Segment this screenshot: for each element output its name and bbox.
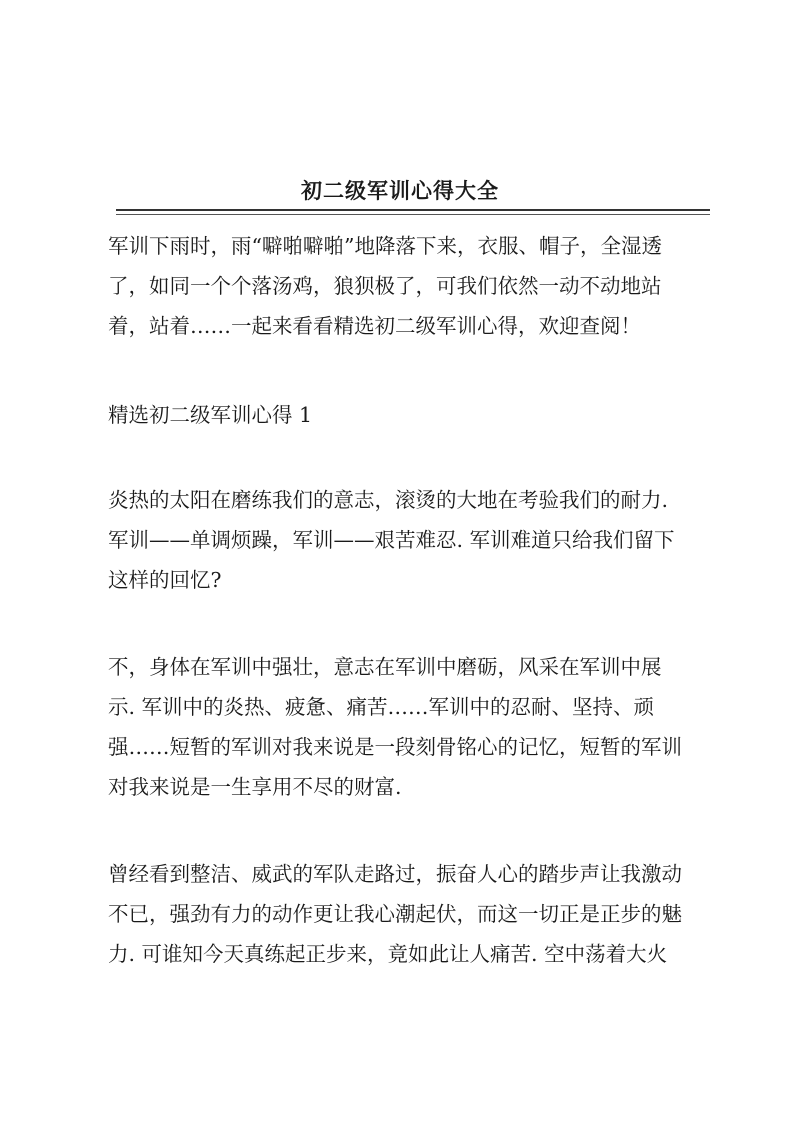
text-line: 曾经看到整洁、威武的军队走路过，振奋人心的踏步声让我激动 [108,862,682,886]
title-divider [116,209,710,211]
text-line: 这样的回忆? [108,568,222,592]
body-paragraph-3 [108,854,714,974]
body-paragraph-1 [108,480,714,600]
text-line: 不，身体在军训中强壮，意志在军训中磨砺，风采在军训中展 [108,655,662,679]
section-heading: 精选初二级军训心得 1 [108,403,313,427]
text-line: 力. 可谁知今天真练起正步来，竟如此让人痛苦. 空中荡着大火 [108,942,668,966]
text-line: 不已，强劲有力的动作更让我心潮起伏，而这一切正是正步的魅 [108,902,682,926]
text-line: 对我来说是一生享用不尽的财富. [108,775,402,799]
body-paragraph-2 [108,647,714,807]
text-line: 着，站着……一起来看看精选初二级军训心得，欢迎查阅！ [108,314,641,338]
page-title: 初二级军训心得大全 [301,178,499,204]
text-line: 军训下雨时，雨“噼啪噼啪”地降落下来，衣服、帽子，全湿透 [108,234,662,258]
text-line: 炎热的太阳在磨练我们的意志，滚烫的大地在考验我们的耐力. [108,488,669,512]
text-line: 示. 军训中的炎热、疲惫、痛苦……军训中的忍耐、坚持、顽 [108,695,655,719]
text-line: 了，如同一个个落汤鸡，狼狈极了，可我们依然一动不动地站 [108,274,662,298]
intro-paragraph [108,226,714,346]
text-line: 军训——单调烦躁，军训——艰苦难忍. 军训难道只给我们留下 [108,528,675,552]
text-line: 强……短暂的军训对我来说是一段刻骨铭心的记忆，短暂的军训 [108,735,682,759]
title-divider-thin [116,214,710,215]
